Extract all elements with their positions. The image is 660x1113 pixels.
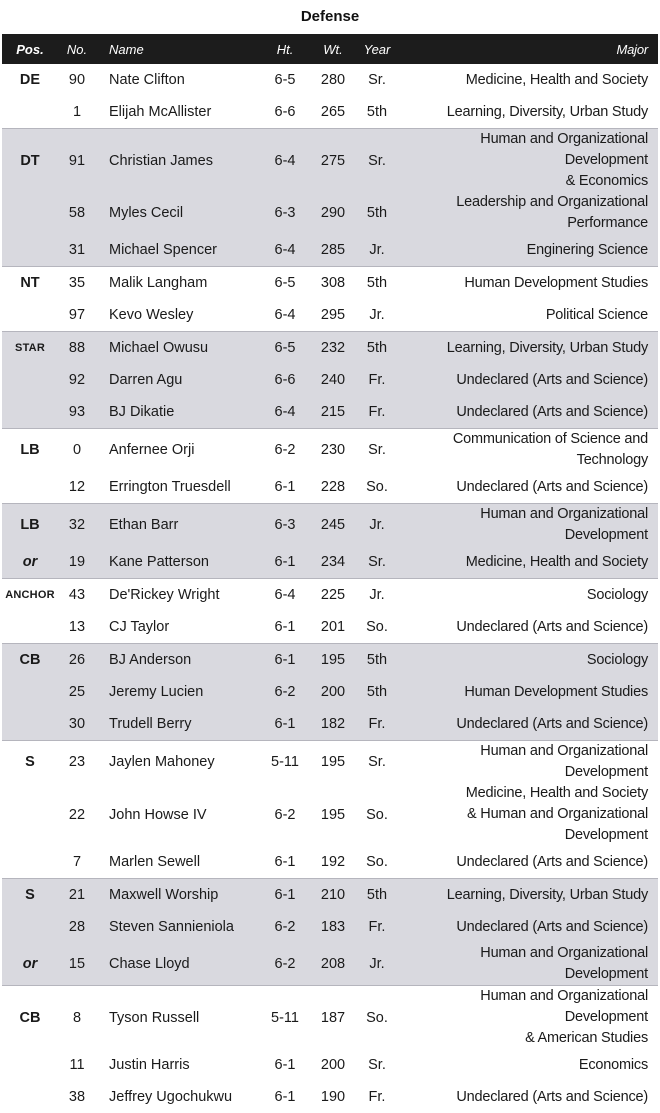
- pos-cell: [2, 846, 58, 879]
- major-line: Human Development Studies: [464, 683, 648, 700]
- height-cell: 6-5: [274, 72, 296, 88]
- roster-table: [2, 34, 658, 1113]
- major-cell: [399, 611, 658, 644]
- year-cell: 5th: [355, 676, 399, 708]
- name-cell: Elijah McAllister: [109, 104, 212, 120]
- major-cell: [399, 129, 658, 193]
- name-cell: Malik Langham: [96, 267, 259, 300]
- major-cell: [399, 396, 658, 429]
- year-cell: Jr.: [355, 943, 399, 986]
- name-cell: Jaylen Mahoney: [96, 741, 259, 784]
- height-cell: 6-5: [259, 332, 311, 365]
- year-cell: 5th: [355, 644, 399, 677]
- name-cell: Maxwell Worship: [96, 879, 259, 912]
- pos-cell: [2, 1081, 58, 1113]
- number-cell: 38: [68, 1089, 86, 1105]
- major-cell: [399, 332, 658, 365]
- major-line: Learning, Diversity, Urban Study: [446, 339, 648, 356]
- major-line-2: & Human and Organizational Development: [467, 806, 648, 843]
- year-cell: Fr.: [368, 1089, 386, 1105]
- major-line: Human and Organizational Development: [480, 506, 648, 543]
- height-cell: 6-1: [274, 619, 296, 635]
- table-row: [2, 96, 658, 129]
- name-cell: Kane Patterson: [96, 546, 259, 579]
- year-cell: 5th: [355, 332, 399, 365]
- height-cell: 6-2: [259, 911, 311, 943]
- name-cell: Trudell Berry: [96, 708, 259, 741]
- height-cell: 6-1: [259, 546, 311, 579]
- table-row: [2, 879, 658, 912]
- header-major: Major: [399, 34, 658, 64]
- pos-cell: CB: [2, 986, 58, 1050]
- header-wt: Wt.: [311, 34, 355, 64]
- name-cell: Darren Agu: [96, 364, 259, 396]
- weight-cell: 183: [311, 911, 355, 943]
- name-cell: Kevo Wesley: [109, 307, 194, 323]
- name-cell: Tyson Russell: [96, 986, 259, 1050]
- major-line: Medicine, Health and Society: [465, 71, 648, 88]
- name-cell: Michael Spencer: [96, 234, 259, 267]
- pos-cell: [2, 396, 58, 429]
- name-cell: De'Rickey Wright: [96, 579, 259, 612]
- year-cell: 5th: [366, 104, 388, 120]
- year-cell: 5th: [355, 879, 399, 912]
- number-cell: 7: [72, 854, 82, 870]
- height-cell: 5-11: [259, 741, 311, 784]
- pos-cell: DT: [2, 129, 58, 193]
- year-cell: Fr.: [355, 911, 399, 943]
- name-cell: John Howse IV: [109, 806, 207, 823]
- number-cell: 32: [58, 504, 96, 547]
- name-cell: Myles Cecil: [96, 192, 259, 234]
- major-cell: [399, 234, 658, 267]
- major-cell: [399, 1081, 658, 1113]
- weight-cell: 201: [320, 619, 346, 635]
- major-cell: [399, 364, 658, 396]
- number-cell: 93: [58, 396, 96, 429]
- number-cell: 91: [58, 129, 96, 193]
- major-line: Enginering Science: [526, 241, 648, 258]
- major-cell: [399, 943, 658, 986]
- major-line-2: & American Studies: [525, 1030, 648, 1046]
- table-row: [2, 911, 658, 943]
- weight-cell: 230: [311, 429, 355, 472]
- name-cell: Ethan Barr: [96, 504, 259, 547]
- major-cell: [399, 1049, 658, 1081]
- pos-cell: [2, 471, 58, 504]
- height-cell: 6-1: [274, 1057, 296, 1073]
- height-cell: 6-1: [274, 1089, 296, 1105]
- pos-cell: [2, 1049, 58, 1081]
- weight-cell: 290: [311, 192, 355, 234]
- number-cell: 21: [58, 879, 96, 912]
- pos-cell: S: [2, 741, 58, 784]
- weight-cell: 275: [311, 129, 355, 193]
- height-cell: 6-6: [259, 364, 311, 396]
- name-cell: Jeremy Lucien: [96, 676, 259, 708]
- number-cell: 35: [58, 267, 96, 300]
- number-cell: 25: [58, 676, 96, 708]
- year-cell: Jr.: [355, 234, 399, 267]
- height-cell: 6-4: [259, 129, 311, 193]
- height-cell: 6-2: [259, 676, 311, 708]
- pos-cell: DE: [19, 72, 41, 88]
- table-row: [2, 332, 658, 365]
- year-cell: Fr.: [355, 364, 399, 396]
- major-line: Economics: [578, 1056, 648, 1073]
- table-row: [2, 299, 658, 332]
- year-cell: Fr.: [355, 396, 399, 429]
- name-cell: BJ Dikatie: [96, 396, 259, 429]
- pos-cell: or: [2, 546, 58, 579]
- weight-cell: 190: [320, 1089, 346, 1105]
- pos-cell: CB: [2, 644, 58, 677]
- pos-cell: NT: [2, 267, 58, 300]
- table-row: [2, 364, 658, 396]
- year-cell: Jr.: [355, 504, 399, 547]
- major-cell: [399, 504, 658, 547]
- major-cell: [399, 429, 658, 472]
- major-line: Undeclared (Arts and Science): [456, 403, 648, 420]
- height-cell: 6-3: [259, 504, 311, 547]
- major-cell: [399, 708, 658, 741]
- number-cell: 15: [58, 943, 96, 986]
- height-cell: 6-5: [259, 267, 311, 300]
- roster-body: [2, 64, 658, 1113]
- weight-cell: 192: [320, 854, 346, 870]
- year-cell: Jr.: [355, 579, 399, 612]
- major-cell: [399, 579, 658, 612]
- year-cell: So.: [366, 854, 388, 870]
- number-cell: 8: [58, 986, 96, 1050]
- weight-cell: 182: [311, 708, 355, 741]
- table-row: [2, 267, 658, 300]
- weight-cell: 232: [311, 332, 355, 365]
- table-row: [2, 611, 658, 644]
- number-cell: 23: [58, 741, 96, 784]
- name-cell: Nate Clifton: [109, 72, 185, 88]
- table-row: [2, 471, 658, 504]
- weight-cell: 195: [320, 806, 346, 823]
- name-cell: Steven Sannieniola: [96, 911, 259, 943]
- year-cell: Sr.: [355, 546, 399, 579]
- major-line: Leadership and Organizational Performance: [456, 194, 648, 231]
- major-cell: [399, 879, 658, 912]
- major-line: Undeclared (Arts and Science): [456, 478, 648, 495]
- number-cell: 58: [58, 192, 96, 234]
- major-line: Sociology: [586, 586, 648, 603]
- major-cell: [399, 846, 658, 879]
- major-cell: [399, 546, 658, 579]
- major-cell: [399, 471, 658, 504]
- height-cell: 6-1: [274, 854, 296, 870]
- year-cell: Sr.: [368, 1057, 386, 1073]
- table-row: [2, 846, 658, 879]
- table-row: [2, 1081, 658, 1113]
- major-line: Undeclared (Arts and Science): [456, 618, 648, 635]
- table-row: [2, 741, 658, 784]
- table-row: [2, 644, 658, 677]
- major-line: Undeclared (Arts and Science): [456, 371, 648, 388]
- name-cell: Chase Lloyd: [96, 943, 259, 986]
- year-cell: So.: [366, 479, 388, 495]
- weight-cell: 195: [311, 741, 355, 784]
- major-line: Medicine, Health and Society: [465, 785, 648, 801]
- pos-cell: [2, 911, 58, 943]
- table-row: [2, 708, 658, 741]
- weight-cell: 234: [311, 546, 355, 579]
- year-cell: So.: [366, 806, 388, 823]
- table-row: [2, 579, 658, 612]
- height-cell: 6-3: [259, 192, 311, 234]
- pos-cell: STAR: [2, 332, 58, 365]
- table-row: [2, 396, 658, 429]
- height-cell: 6-1: [259, 879, 311, 912]
- major-cell: [399, 783, 658, 846]
- number-cell: 11: [69, 1057, 85, 1073]
- header-pos: Pos.: [2, 34, 58, 64]
- weight-cell: 210: [311, 879, 355, 912]
- height-cell: 6-4: [259, 396, 311, 429]
- weight-cell: 228: [320, 479, 346, 495]
- number-cell: 43: [58, 579, 96, 612]
- major-line: Human and Organizational Development: [480, 743, 648, 780]
- height-cell: 6-2: [259, 429, 311, 472]
- major-cell: [399, 741, 658, 784]
- weight-cell: 195: [311, 644, 355, 677]
- number-cell: 26: [58, 644, 96, 677]
- height-cell: 6-4: [259, 234, 311, 267]
- name-cell: CJ Taylor: [109, 619, 170, 635]
- year-cell: So.: [366, 619, 388, 635]
- name-cell: Christian James: [96, 129, 259, 193]
- height-cell: 6-2: [274, 806, 296, 823]
- weight-cell: 280: [320, 72, 346, 88]
- weight-cell: 200: [311, 676, 355, 708]
- pos-cell: [2, 676, 58, 708]
- weight-cell: 265: [320, 104, 346, 120]
- number-cell: 1: [72, 104, 82, 120]
- number-cell: 97: [68, 307, 86, 323]
- number-cell: 31: [58, 234, 96, 267]
- header-year: Year: [355, 34, 399, 64]
- number-cell: 88: [58, 332, 96, 365]
- weight-cell: 208: [311, 943, 355, 986]
- major-line: Human Development Studies: [464, 274, 648, 291]
- number-cell: 28: [58, 911, 96, 943]
- name-cell: Marlen Sewell: [109, 854, 201, 870]
- pos-cell: ANCHOR: [2, 579, 58, 612]
- weight-cell: 215: [311, 396, 355, 429]
- table-row: [2, 504, 658, 547]
- major-line: Human and Organizational Development: [480, 945, 648, 982]
- major-line: Human and Organizational Development: [480, 988, 648, 1025]
- table-row: [2, 234, 658, 267]
- weight-cell: 245: [311, 504, 355, 547]
- header-row: [2, 34, 658, 64]
- major-cell: [399, 986, 658, 1050]
- height-cell: 6-2: [259, 943, 311, 986]
- major-line: Political Science: [545, 306, 648, 323]
- major-cell: [399, 299, 658, 332]
- major-line: Undeclared (Arts and Science): [456, 853, 648, 870]
- year-cell: Fr.: [355, 708, 399, 741]
- major-line: Medicine, Health and Society: [465, 553, 648, 570]
- major-cell: [399, 64, 658, 96]
- table-row: [2, 64, 658, 96]
- name-cell: Anfernee Orji: [96, 429, 259, 472]
- header-name: Name: [96, 34, 259, 64]
- table-row: [2, 192, 658, 234]
- pos-cell: LB: [2, 504, 58, 547]
- major-line: Undeclared (Arts and Science): [456, 1088, 648, 1105]
- name-cell: Justin Harris: [109, 1057, 190, 1073]
- name-cell: Jeffrey Ugochukwu: [109, 1089, 233, 1105]
- year-cell: 5th: [355, 192, 399, 234]
- table-row: [2, 546, 658, 579]
- table-row: [2, 129, 658, 193]
- major-cell: [399, 96, 658, 129]
- pos-cell: [2, 611, 58, 644]
- year-cell: Sr.: [368, 72, 386, 88]
- year-cell: Sr.: [355, 741, 399, 784]
- year-cell: Jr.: [369, 307, 385, 323]
- weight-cell: 285: [311, 234, 355, 267]
- pos-cell: [2, 364, 58, 396]
- header-ht: Ht.: [259, 34, 311, 64]
- pos-cell: [2, 96, 58, 129]
- major-cell: [399, 911, 658, 943]
- major-cell: [399, 192, 658, 234]
- table-row: [2, 429, 658, 472]
- weight-cell: 240: [311, 364, 355, 396]
- name-cell: Michael Owusu: [96, 332, 259, 365]
- table-row: [2, 943, 658, 986]
- number-cell: 0: [58, 429, 96, 472]
- height-cell: 6-1: [259, 644, 311, 677]
- pos-cell: [2, 783, 58, 846]
- major-cell: [399, 676, 658, 708]
- height-cell: 6-1: [259, 708, 311, 741]
- number-cell: 30: [58, 708, 96, 741]
- year-cell: So.: [355, 986, 399, 1050]
- height-cell: 6-4: [259, 579, 311, 612]
- header-no: No.: [58, 34, 96, 64]
- number-cell: 19: [58, 546, 96, 579]
- year-cell: 5th: [355, 267, 399, 300]
- major-cell: [399, 644, 658, 677]
- pos-cell: [2, 234, 58, 267]
- height-cell: 5-11: [259, 986, 311, 1050]
- number-cell: 22: [68, 806, 86, 823]
- major-line: Learning, Diversity, Urban Study: [446, 886, 648, 903]
- major-cell: [399, 267, 658, 300]
- table-row: [2, 783, 658, 846]
- height-cell: 6-6: [274, 104, 296, 120]
- height-cell: 6-1: [274, 479, 296, 495]
- number-cell: 12: [68, 479, 86, 495]
- major-line: Undeclared (Arts and Science): [456, 715, 648, 732]
- year-cell: Sr.: [355, 129, 399, 193]
- height-cell: 6-4: [274, 307, 296, 323]
- number-cell: 92: [58, 364, 96, 396]
- name-cell: Errington Truesdell: [109, 479, 231, 495]
- table-row: [2, 986, 658, 1050]
- pos-cell: [2, 299, 58, 332]
- section-title: Defense: [300, 8, 360, 25]
- major-line: Undeclared (Arts and Science): [456, 918, 648, 935]
- pos-cell: [2, 192, 58, 234]
- name-cell: BJ Anderson: [96, 644, 259, 677]
- weight-cell: 187: [311, 986, 355, 1050]
- major-line-2: & Economics: [565, 173, 648, 189]
- major-line: Communication of Science and Technology: [452, 431, 648, 468]
- year-cell: Sr.: [355, 429, 399, 472]
- pos-cell: S: [2, 879, 58, 912]
- weight-cell: 200: [320, 1057, 346, 1073]
- table-row: [2, 1049, 658, 1081]
- weight-cell: 308: [311, 267, 355, 300]
- pos-cell: or: [2, 943, 58, 986]
- number-cell: 13: [68, 619, 86, 635]
- number-cell: 90: [68, 72, 86, 88]
- major-line: Human and Organizational Development: [480, 131, 648, 168]
- pos-cell: [2, 708, 58, 741]
- weight-cell: 295: [320, 307, 346, 323]
- table-row: [2, 676, 658, 708]
- weight-cell: 225: [311, 579, 355, 612]
- pos-cell: LB: [2, 429, 58, 472]
- major-line: Sociology: [586, 651, 648, 668]
- major-line: Learning, Diversity, Urban Study: [446, 103, 648, 120]
